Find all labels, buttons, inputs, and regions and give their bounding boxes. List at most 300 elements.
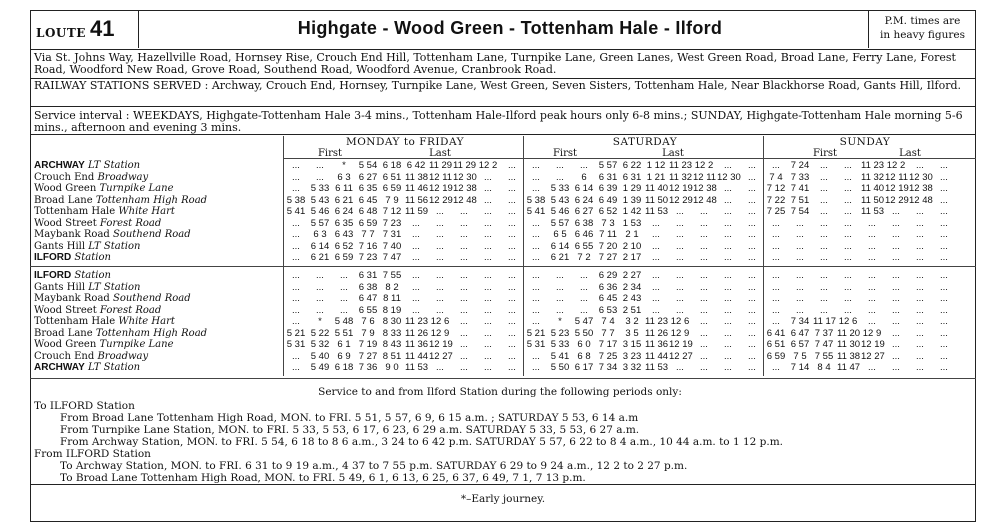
time-cell: 11 50 — [645, 194, 669, 206]
stop-label: Wood Street — [34, 217, 97, 229]
time-cell: 11 53 — [645, 206, 669, 217]
time-cell: ... — [484, 281, 492, 293]
service-interval-text: Service interval : WEEKDAYS, Highgate-Tottenham Hale 3-4 mins., Tottenham Hale-Ilford peak hours only 6-8 mins.; SUNDAY, Highgate-Tottenham Hale morning 5-6 mins., afternoon and evening 3 mins. — [34, 109, 963, 134]
stop-qualifier: Station — [74, 252, 111, 263]
time-cell: ... — [436, 281, 444, 293]
time-cell: ... — [412, 229, 420, 240]
time-cell: 12 6 — [430, 316, 450, 327]
time-cell: ... — [940, 327, 948, 339]
time-cell: 6 29 — [598, 270, 618, 281]
time-cell: ... — [748, 327, 756, 339]
time-cell: ... — [652, 252, 660, 263]
time-cell: 6 49 — [598, 194, 618, 206]
time-cell: 5 57 — [598, 160, 618, 171]
header — [30, 10, 976, 50]
time-cell: 11 29 — [429, 160, 453, 171]
stop-label: ILFORD — [34, 270, 72, 281]
time-cell: ... — [340, 293, 348, 304]
stop-label: Crouch End — [34, 350, 95, 362]
time-cell: ... — [460, 270, 468, 281]
time-cell: 1 39 — [622, 194, 642, 206]
time-cell: 7 6 — [361, 316, 375, 327]
stop-name — [34, 218, 161, 229]
time-cell: ... — [436, 293, 444, 304]
time-cell: ... — [412, 270, 420, 281]
time-cell: ... — [340, 304, 348, 316]
time-cell: ... — [292, 240, 300, 252]
time-cell: ... — [844, 183, 852, 194]
time-cell: ... — [916, 304, 924, 316]
time-cell: ... — [436, 304, 444, 316]
time-cell: ... — [844, 160, 852, 171]
time-cell: ... — [292, 160, 300, 171]
notes-intro: Service to and from Ilford Station during the following periods only: — [318, 386, 682, 398]
time-cell: 6 21 — [550, 252, 570, 263]
time-cell: 3 5 — [625, 327, 639, 339]
time-cell: ... — [940, 350, 948, 362]
time-cell: 7 4 — [601, 316, 615, 327]
time-cell: 7 14 — [790, 362, 810, 373]
route-word: LOUTE — [36, 26, 86, 40]
time-cell: 6 11 — [335, 183, 353, 194]
time-cell: 6 46 — [574, 229, 594, 240]
time-cell: ... — [892, 270, 900, 281]
time-cell: ... — [700, 316, 708, 327]
time-cell: ... — [508, 206, 516, 217]
time-cell: ... — [844, 229, 852, 240]
time-cell: ... — [868, 362, 876, 373]
time-cell: 5 46 — [310, 206, 330, 217]
railway-stations-text: RAILWAY STATIONS SERVED : Archway, Crouch End, Hornsey, Turnpike Lane, West Green, Seven Sisters, Tottenham Hale, Near Blackhorse Road, Gants Hill, Ilford. — [34, 79, 962, 92]
time-cell: ... — [916, 252, 924, 263]
time-cell: ... — [292, 252, 300, 263]
time-cell: 7 12 — [766, 183, 786, 194]
time-cell: 6 1 — [337, 339, 351, 350]
time-cell: 12 27 — [429, 350, 453, 362]
time-cell: ... — [340, 270, 348, 281]
time-cell: ... — [940, 217, 948, 229]
time-cell: ... — [820, 293, 828, 304]
time-cell: 6 31 — [622, 171, 642, 183]
time-cell: 9 0 — [385, 362, 399, 373]
time-cell: ... — [700, 270, 708, 281]
time-cell: 11 53 — [645, 362, 669, 373]
time-cell: ... — [748, 293, 756, 304]
time-cell: 6 3 — [313, 229, 327, 240]
time-cell: ... — [412, 304, 420, 316]
time-cell: 6 — [581, 171, 587, 183]
time-cell: ... — [796, 281, 804, 293]
stop-label: Broad Lane — [34, 327, 93, 339]
time-cell: 6 59 — [766, 350, 786, 362]
stop-label: Maybank Road — [34, 293, 110, 304]
time-cell: ... — [868, 293, 876, 304]
time-cell: ... — [460, 281, 468, 293]
time-cell: ... — [868, 240, 876, 252]
time-cell: 2 43 — [622, 293, 642, 304]
time-cell: ... — [772, 281, 780, 293]
time-cell: ... — [700, 206, 708, 217]
time-cell: ... — [820, 194, 828, 206]
time-cell: ... — [700, 240, 708, 252]
time-cell: ... — [508, 194, 516, 206]
time-cell: ... — [772, 240, 780, 252]
notes-from-ilford-heading: From ILFORD Station — [34, 448, 151, 460]
time-cell: 6 59 — [382, 183, 402, 194]
time-cell: 6 18 — [382, 160, 402, 171]
time-cell: 6 59 — [334, 252, 354, 263]
time-cell: 11 23 — [405, 316, 429, 327]
time-cell: ... — [940, 293, 948, 304]
time-cell: ... — [700, 362, 708, 373]
time-cell: ... — [508, 362, 516, 373]
stop-name — [34, 252, 111, 263]
time-cell: 7 55 — [814, 350, 834, 362]
time-cell: ... — [292, 281, 300, 293]
time-cell: ... — [532, 316, 540, 327]
time-cell: ... — [916, 293, 924, 304]
time-cell: 6 52 — [334, 240, 354, 252]
time-cell: 2 10 — [622, 240, 642, 252]
time-cell: 7 24 — [790, 160, 810, 171]
time-cell: ... — [748, 270, 756, 281]
time-cell: ... — [580, 281, 588, 293]
stop-name — [34, 316, 175, 327]
notes-line-1: From Broad Lane Tottenham High Road, MON. to FRI. 5 51, 5 57, 6 9, 6 15 a.m. ; SATURDAY 5 53, 6 14 a.m — [60, 412, 639, 424]
time-cell: ... — [748, 160, 756, 171]
time-cell: ... — [484, 206, 492, 217]
time-cell: ... — [820, 270, 828, 281]
time-cell: ... — [580, 270, 588, 281]
time-cell: 6 55 — [358, 304, 378, 316]
time-cell: 6 27 — [358, 171, 378, 183]
time-cell: ... — [772, 229, 780, 240]
time-cell: ... — [292, 229, 300, 240]
time-cell: ... — [916, 229, 924, 240]
time-cell: 12 29 — [885, 194, 909, 206]
time-cell: 6 8 — [577, 350, 591, 362]
time-cell: 11 40 — [861, 183, 885, 194]
time-cell: ... — [484, 304, 492, 316]
time-cell: ... — [676, 362, 684, 373]
notes-line-4: To Archway Station, MON. to FRI. 6 31 to 9 19 a.m., 4 37 to 7 55 p.m. SATURDAY 6 29 to 9 24 a.m., 12 2 to 2 27 p.m. — [60, 460, 688, 472]
time-cell: ... — [796, 293, 804, 304]
time-cell: 11 23 — [669, 160, 693, 171]
time-cell: ... — [940, 362, 948, 373]
time-cell: ... — [892, 327, 900, 339]
time-cell: 5 49 — [310, 362, 330, 373]
time-cell: 11 38 — [837, 350, 861, 362]
time-cell: 6 38 — [358, 281, 378, 293]
time-cell: ... — [940, 316, 948, 327]
stop-name — [34, 339, 174, 350]
time-cell: ... — [508, 350, 516, 362]
stop-name — [34, 195, 207, 206]
stop-qualifier: Station — [74, 270, 111, 281]
time-cell: 5 48 — [334, 316, 354, 327]
time-cell: 2 27 — [622, 270, 642, 281]
column-rule — [763, 136, 764, 376]
time-cell: ... — [292, 217, 300, 229]
time-cell: ... — [916, 217, 924, 229]
time-cell: ... — [412, 217, 420, 229]
time-cell: ... — [556, 160, 564, 171]
time-cell: * — [558, 316, 562, 327]
time-cell: 6 41 — [766, 327, 786, 339]
notes-line-3: From Archway Station, MON. to FRI. 5 54, 6 18 to 8 6 a.m., 3 24 to 6 42 p.m. SATURDAY 5 57, 6 22 to 8 4 a.m., 10 44 a.m. to 1 12 p.m. — [60, 436, 784, 448]
notes-line-2: From Turnpike Lane Station, MON. to FRI. 5 33, 5 53, 6 17, 6 23, 6 29 a.m. SATURDAY 5 33, 5 53, 6 27 a.m. — [60, 424, 640, 436]
stop-name — [34, 229, 191, 240]
time-cell: ... — [436, 240, 444, 252]
time-cell: 6 27 — [574, 206, 594, 217]
time-cell: 6 31 — [358, 270, 378, 281]
time-cell: ... — [772, 270, 780, 281]
time-cell: ... — [724, 206, 732, 217]
time-cell: ... — [772, 293, 780, 304]
time-cell: 7 20 — [598, 240, 618, 252]
time-cell: ... — [700, 217, 708, 229]
stop-name — [34, 351, 148, 362]
time-cell: 1 29 — [622, 183, 642, 194]
time-cell: 5 40 — [310, 350, 330, 362]
stop-label: Crouch End — [34, 171, 95, 183]
time-cell: 5 43 — [310, 194, 330, 206]
time-cell: 7 4 — [769, 171, 783, 183]
time-cell: ... — [940, 304, 948, 316]
time-cell: ... — [772, 160, 780, 171]
stop-name — [34, 183, 174, 194]
time-cell: ... — [508, 160, 516, 171]
time-cell: 3 23 — [622, 350, 642, 362]
time-cell: ... — [652, 293, 660, 304]
time-cell: ... — [916, 281, 924, 293]
time-cell: ... — [868, 229, 876, 240]
time-cell: 6 51 — [382, 171, 402, 183]
time-cell: ... — [484, 240, 492, 252]
time-cell: 6 59 — [358, 217, 378, 229]
divider — [30, 106, 976, 107]
time-cell: ... — [484, 171, 492, 183]
time-cell: ... — [892, 293, 900, 304]
time-cell: ... — [748, 252, 756, 263]
time-cell: 12 48 — [453, 194, 477, 206]
time-cell: ... — [940, 252, 948, 263]
time-cell: 11 30 — [837, 339, 861, 350]
time-cell: ... — [316, 293, 324, 304]
time-cell: ... — [292, 171, 300, 183]
time-cell: 5 21 — [526, 327, 546, 339]
time-cell: ... — [292, 304, 300, 316]
time-cell: 12 9 — [430, 327, 450, 339]
time-cell: 7 47 — [814, 339, 834, 350]
time-cell: 6 14 — [550, 240, 570, 252]
time-cell: 5 41 — [550, 350, 570, 362]
time-cell: ... — [508, 281, 516, 293]
time-cell: 7 34 — [790, 316, 810, 327]
time-cell: ... — [436, 229, 444, 240]
time-cell: ... — [292, 316, 300, 327]
time-cell: ... — [916, 327, 924, 339]
time-cell: ... — [676, 217, 684, 229]
time-cell: 11 32 — [861, 171, 885, 183]
time-cell: ... — [916, 316, 924, 327]
time-cell: * — [342, 160, 346, 171]
time-cell: ... — [916, 160, 924, 171]
time-cell: ... — [820, 217, 828, 229]
time-cell: ... — [556, 281, 564, 293]
time-cell: 11 29 — [453, 160, 477, 171]
time-cell: 11 44 — [645, 350, 669, 362]
time-cell: ... — [916, 240, 924, 252]
time-cell: 7 2 — [577, 252, 591, 263]
time-cell: 8 43 — [382, 339, 402, 350]
time-cell: 11 23 — [645, 316, 669, 327]
time-cell: 7 36 — [358, 362, 378, 373]
time-cell: 3 15 — [622, 339, 642, 350]
time-cell: ... — [772, 252, 780, 263]
time-cell: ... — [460, 293, 468, 304]
time-cell: 8 19 — [382, 304, 402, 316]
time-cell: ... — [532, 304, 540, 316]
time-cell: 6 47 — [790, 327, 810, 339]
time-cell: ... — [724, 327, 732, 339]
divider — [30, 134, 976, 135]
time-cell: ... — [484, 327, 492, 339]
time-cell: ... — [844, 281, 852, 293]
time-cell: 6 57 — [790, 339, 810, 350]
time-cell: ... — [892, 339, 900, 350]
stop-label: Tottenham Hale — [34, 206, 116, 217]
stop-qualifier: Turnpike Lane — [99, 339, 174, 350]
time-cell: ... — [892, 362, 900, 373]
time-cell: 12 38 — [909, 183, 933, 194]
time-cell: ... — [844, 194, 852, 206]
stop-qualifier: White Hart — [118, 206, 175, 217]
time-cell: 6 48 — [358, 206, 378, 217]
time-cell: ... — [412, 252, 420, 263]
time-cell: ... — [868, 270, 876, 281]
time-cell: 5 23 — [550, 327, 570, 339]
time-cell: ... — [484, 252, 492, 263]
time-cell: ... — [724, 183, 732, 194]
stop-qualifier: Tottenham High Road — [95, 194, 208, 206]
time-cell: ... — [532, 362, 540, 373]
time-cell: 11 32 — [669, 171, 693, 183]
time-cell: ... — [820, 252, 828, 263]
time-cell: 7 25 — [598, 350, 618, 362]
time-cell: ... — [532, 229, 540, 240]
time-cell: 11 26 — [645, 327, 669, 339]
time-cell: 7 41 — [790, 183, 810, 194]
time-cell: ... — [676, 293, 684, 304]
time-cell: ... — [892, 217, 900, 229]
time-cell: 6 36 — [598, 281, 618, 293]
time-cell: 7 55 — [382, 270, 402, 281]
time-cell: ... — [796, 252, 804, 263]
time-cell: ... — [724, 339, 732, 350]
time-cell: ... — [292, 362, 300, 373]
time-cell: ... — [676, 240, 684, 252]
stop-qualifier: Southend Road — [113, 229, 191, 240]
time-cell: 11 50 — [861, 194, 885, 206]
time-cell: ... — [292, 183, 300, 194]
time-cell: 11 47 — [837, 362, 861, 373]
time-cell: 5 54 — [358, 160, 378, 171]
time-cell: ... — [724, 281, 732, 293]
time-cell: ... — [940, 281, 948, 293]
route-box — [30, 10, 139, 48]
time-cell: 12 11 — [429, 171, 453, 183]
time-cell: 12 19 — [429, 339, 453, 350]
time-cell: 12 19 — [669, 183, 693, 194]
stop-qualifier: Forest Road — [99, 217, 162, 229]
time-cell: 5 38 — [526, 194, 546, 206]
time-cell: 5 43 — [550, 194, 570, 206]
time-cell: ... — [748, 350, 756, 362]
time-cell: ... — [532, 293, 540, 304]
time-cell: 7 40 — [382, 240, 402, 252]
stop-qualifier: Tottenham High Road — [95, 327, 208, 339]
time-cell: ... — [940, 194, 948, 206]
time-cell: 6 45 — [358, 194, 378, 206]
time-cell: 6 52 — [598, 206, 618, 217]
time-cell: ... — [700, 281, 708, 293]
time-cell: 6 14 — [574, 183, 594, 194]
time-cell: 7 23 — [382, 217, 402, 229]
time-cell: 11 44 — [405, 350, 429, 362]
stop-label: ARCHWAY — [34, 362, 85, 373]
time-cell: 12 19 — [885, 183, 909, 194]
time-cell: 12 6 — [670, 316, 690, 327]
time-cell: ... — [724, 229, 732, 240]
footnote: *–Early journey. — [30, 484, 976, 505]
time-cell: 12 30 — [717, 171, 741, 183]
time-cell: ... — [940, 160, 948, 171]
time-cell: 6 35 — [358, 183, 378, 194]
time-cell: ... — [460, 206, 468, 217]
time-cell: ... — [844, 293, 852, 304]
time-cell: 12 2 — [886, 160, 906, 171]
time-cell: 12 29 — [669, 194, 693, 206]
time-cell: ... — [460, 362, 468, 373]
time-cell: 5 51 — [334, 327, 354, 339]
time-cell: ... — [508, 293, 516, 304]
time-cell: 6 53 — [598, 304, 618, 316]
stop-label: Broad Lane — [34, 194, 93, 206]
time-cell: 5 57 — [550, 217, 570, 229]
time-cell: 12 27 — [861, 350, 885, 362]
time-cell: ... — [868, 252, 876, 263]
time-cell: 12 2 — [478, 160, 498, 171]
time-cell: ... — [412, 240, 420, 252]
time-cell: ... — [748, 304, 756, 316]
time-cell: 12 38 — [693, 183, 717, 194]
stop-qualifier: LT Station — [87, 160, 141, 171]
time-cell: 8 51 — [382, 350, 402, 362]
stop-name — [34, 270, 111, 281]
stop-name — [34, 241, 140, 252]
time-cell: 5 57 — [310, 217, 330, 229]
stop-label: ARCHWAY — [34, 160, 85, 171]
time-cell: ... — [460, 217, 468, 229]
section-rule — [30, 378, 976, 379]
time-cell: ... — [580, 304, 588, 316]
group-saturday: SATURDAY — [612, 136, 678, 148]
time-cell: 7 11 — [599, 229, 617, 240]
time-cell: ... — [724, 350, 732, 362]
stop-qualifier: LT Station — [88, 240, 141, 252]
time-cell: 7 3 — [601, 217, 615, 229]
